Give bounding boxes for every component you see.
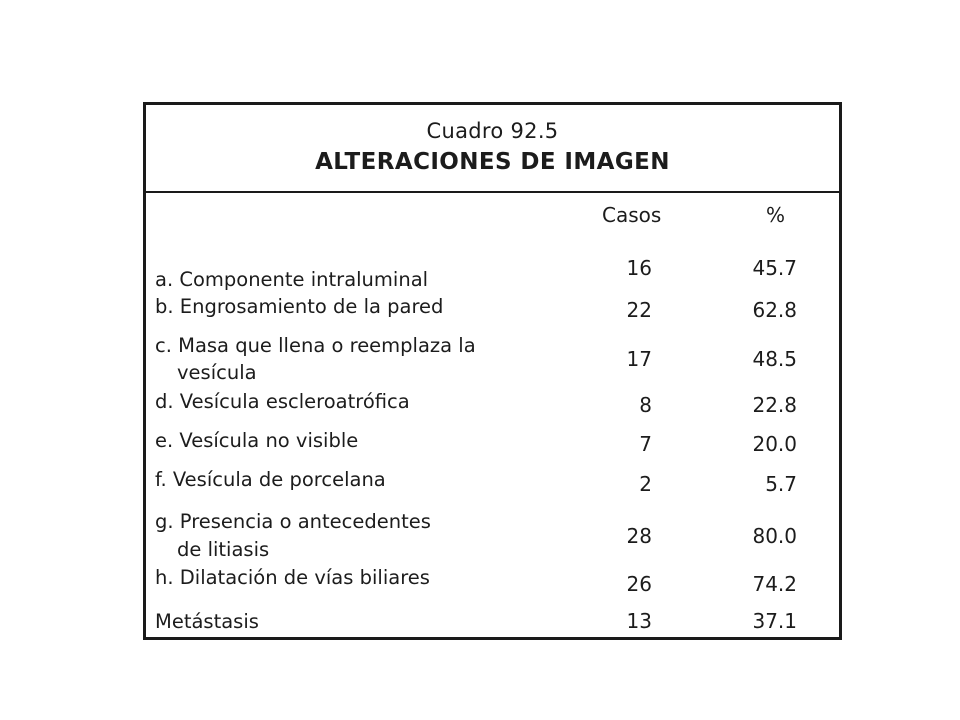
row-label: g. Presencia o antecedentes (155, 510, 431, 533)
row-casos: 28 (626, 524, 652, 548)
row-casos: 26 (626, 572, 652, 596)
row-percent: 62.8 (752, 298, 797, 322)
row-percent: 74.2 (752, 572, 797, 596)
row-casos: 13 (626, 609, 652, 633)
row-label: d. Vesícula escleroatrófica (155, 390, 410, 413)
row-casos: 22 (626, 298, 652, 322)
table-header (146, 105, 839, 193)
row-label: b. Engrosamiento de la pared (155, 295, 444, 318)
row-label: e. Vesícula no visible (155, 429, 359, 452)
table-caption: Cuadro 92.5 (426, 119, 559, 143)
row-label: Metástasis (155, 610, 259, 633)
data-table (143, 102, 842, 640)
row-percent: 48.5 (752, 347, 797, 371)
column-header-casos: Casos (602, 203, 662, 227)
row-casos: 17 (626, 347, 652, 371)
row-label-line: de litiasis (177, 538, 270, 561)
row-percent: 45.7 (752, 256, 797, 280)
row-label: c. Masa que llena o reemplaza la (155, 334, 476, 357)
row-casos: 2 (639, 472, 652, 496)
row-casos: 7 (639, 432, 652, 456)
row-percent: 5.7 (765, 472, 797, 496)
row-label-line: vesícula (177, 361, 257, 384)
row-percent: 80.0 (752, 524, 797, 548)
row-label: a. Componente intraluminal (155, 268, 429, 291)
row-label-continuation (155, 537, 269, 563)
row-casos: 16 (626, 256, 652, 280)
row-label: f. Vesícula de porcelana (155, 468, 386, 491)
column-header-percent: % (766, 203, 786, 227)
row-percent: 20.0 (752, 432, 797, 456)
row-label-continuation (155, 360, 257, 386)
row-label: h. Dilatación de vías biliares (155, 566, 430, 589)
row-casos: 8 (639, 393, 652, 417)
row-percent: 22.8 (752, 393, 797, 417)
row-percent: 37.1 (752, 609, 797, 633)
table-title: ALTERACIONES DE IMAGEN (315, 149, 670, 175)
